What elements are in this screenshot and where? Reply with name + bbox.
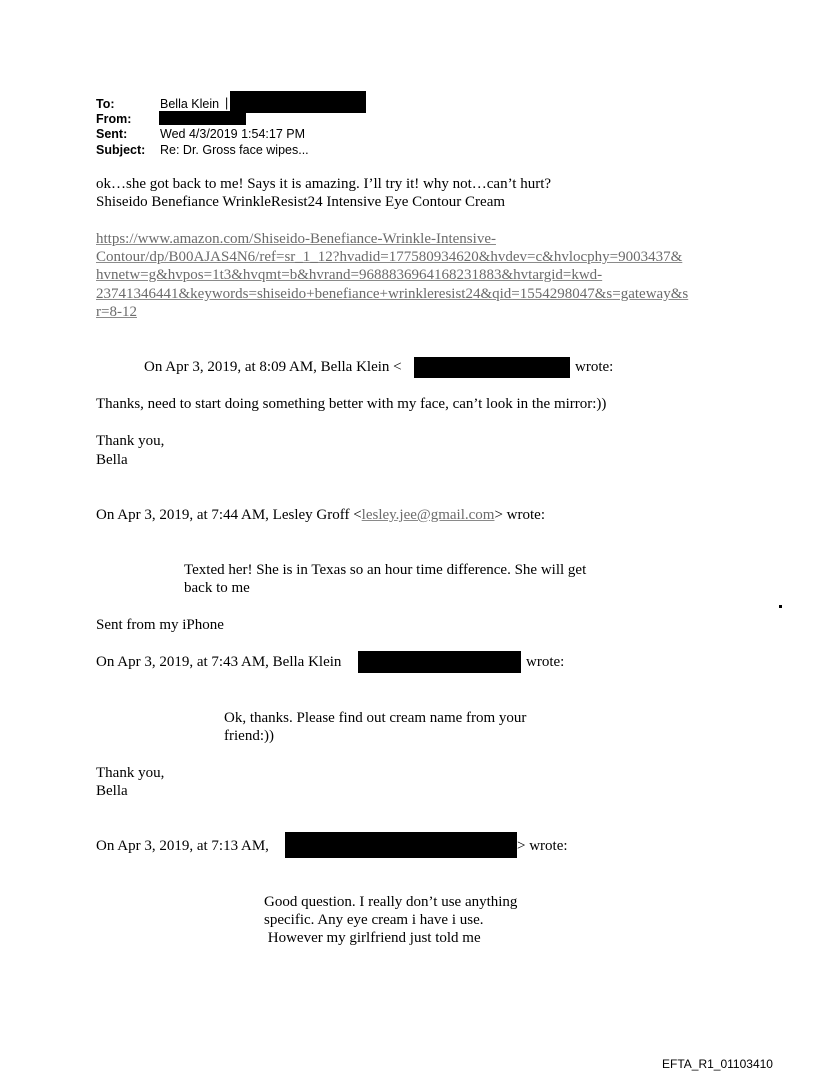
sent-label: Sent:: [96, 127, 128, 141]
quote2-email-link[interactable]: lesley.jee@gmail.com: [361, 507, 495, 523]
quote3-text-1: Ok, thanks. Please find out cream name from your: [224, 710, 527, 726]
quote2-wrote: > wrote:: [494, 507, 545, 523]
amazon-link-line-3[interactable]: hvnetw=g&hvpos=1t3&hvqmt=b&hvrand=9688836964168231883&hvtargid=kwd-: [96, 267, 603, 283]
amazon-link-line-2[interactable]: Contour/dp/B00AJAS4N6/ref=sr_1_12?hvadid=177580934620&hvdev=c&hvlocphy=9003437&: [96, 249, 683, 265]
quote3-wrote: wrote:: [526, 654, 565, 670]
quote2-intro: [96, 506, 545, 524]
quote4-wrote: > wrote:: [517, 838, 568, 854]
stray-mark: [779, 605, 782, 608]
quote1-intro: On Apr 3, 2019, at 8:09 AM, Bella Klein <: [144, 359, 402, 375]
body-line-1: ok…she got back to me! Says it is amazing. I’ll try it! why not…can’t hurt?: [96, 176, 552, 192]
redaction-to-email: [230, 91, 366, 113]
sent-from-iphone: Sent from my iPhone: [96, 617, 224, 633]
amazon-link-line-5[interactable]: r=8-12: [96, 304, 137, 320]
quote4-text-1: Good question. I really don’t use anything: [264, 894, 518, 910]
quote2-text-2: back to me: [184, 580, 250, 596]
quote2-intro-text: On Apr 3, 2019, at 7:44 AM, Lesley Groff <: [96, 507, 362, 523]
quote2-text-1: Texted her! She is in Texas so an hour time difference. She will get: [184, 562, 587, 578]
quote1-wrote: wrote:: [575, 359, 614, 375]
quote3-name: Bella: [96, 783, 128, 799]
to-value: Bella Klein: [160, 97, 220, 111]
redaction-quote4-sender: [285, 832, 517, 858]
quote1-text: Thanks, need to start doing something better with my face, can’t look in the mirror:)): [96, 396, 607, 412]
quote3-intro: On Apr 3, 2019, at 7:43 AM, Bella Klein: [96, 654, 342, 670]
to-label: To:: [96, 97, 115, 111]
amazon-link-line-4[interactable]: 23741346441&keywords=shiseido+benefiance+wrinkleresist24&qid=1554298047&s=gateway&s: [96, 286, 689, 302]
bates-number: EFTA_R1_01103410: [662, 1057, 773, 1071]
quote4-text-3: However my girlfriend just told me: [264, 930, 481, 946]
redaction-from: [159, 111, 246, 125]
redaction-quote1-email: [414, 357, 570, 378]
quote1-name: Bella: [96, 452, 128, 468]
sent-value: Wed 4/3/2019 1:54:17 PM: [160, 127, 306, 141]
to-cursor: |: [225, 96, 229, 110]
redaction-quote3-email: [358, 651, 521, 673]
subject-value: Re: Dr. Gross face wipes...: [160, 143, 309, 157]
quote1-thanks: Thank you,: [96, 433, 165, 449]
quote3-thanks: Thank you,: [96, 765, 165, 781]
from-label: From:: [96, 112, 132, 126]
quote4-intro: On Apr 3, 2019, at 7:13 AM,: [96, 838, 269, 854]
amazon-link-line-1[interactable]: https://www.amazon.com/Shiseido-Benefiance-Wrinkle-Intensive-: [96, 231, 496, 247]
subject-label: Subject:: [96, 143, 146, 157]
quote3-text-2: friend:)): [224, 728, 274, 744]
quote4-text-2: specific. Any eye cream i have i use.: [264, 912, 484, 928]
body-line-2: Shiseido Benefiance WrinkleResist24 Intensive Eye Contour Cream: [96, 194, 506, 210]
